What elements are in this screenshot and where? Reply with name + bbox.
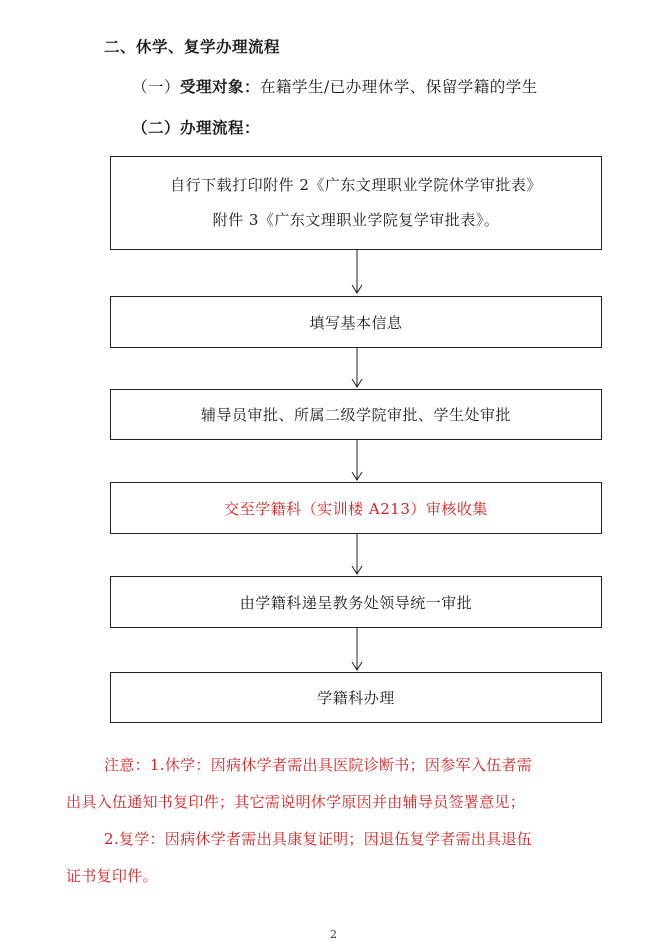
target-text: 在籍学生/已办理休学、保留学籍的学生 — [260, 78, 538, 96]
process-label-number: （二） — [132, 118, 181, 137]
flow-step-2-box — [110, 296, 602, 348]
process-heading — [132, 116, 260, 138]
flow-step-5-text: 由学籍科递呈教务处领导统一审批 — [239, 593, 473, 612]
flow-step-6-box — [110, 672, 602, 723]
flow-step-1-box — [110, 156, 602, 250]
flow-arrow-3 — [350, 440, 364, 482]
note-line-1: 注意：1.休学：因病休学者需出具医院诊断书；因参军入伍者需 — [104, 756, 533, 774]
flow-step-1-line-1: 自行下载打印附件 2《广东文理职业学院休学审批表》 — [170, 176, 542, 194]
section-heading-number: 二、 — [104, 37, 137, 56]
flow-step-1-line-2: 附件 3《广东文理职业学院复学审批表》。 — [212, 211, 500, 229]
section-heading-text: 休学、复学办理流程 — [136, 37, 281, 56]
target-label: 受理对象： — [180, 77, 261, 96]
flow-arrow-1 — [350, 250, 364, 295]
notes-block — [66, 751, 612, 891]
process-label: 办理流程： — [180, 118, 261, 137]
flow-step-3-box — [110, 389, 602, 440]
flow-step-2-text: 填写基本信息 — [309, 313, 403, 332]
page-number: 2 — [330, 928, 337, 941]
flow-step-3-text: 辅导员审批、所属二级学院审批、学生处审批 — [200, 406, 511, 424]
flow-step-4-text: 交至学籍科（实训楼 A213）审核收集 — [224, 499, 488, 518]
target-line — [132, 75, 538, 97]
flow-step-5-box — [110, 576, 602, 628]
section-heading — [104, 35, 280, 57]
flow-arrow-2 — [350, 348, 364, 389]
flow-step-6-text: 学籍科办理 — [317, 689, 395, 707]
target-label-number: （一） — [132, 78, 181, 96]
flow-step-4-box — [110, 482, 602, 534]
note-line-2: 出具入伍通知书复印件；其它需说明休学原因并由辅导员签署意见； — [66, 793, 526, 811]
flow-arrow-5 — [350, 628, 364, 672]
note-line-3: 2.复学：因病休学者需出具康复证明；因退伍复学者需出具退伍 — [104, 830, 533, 848]
flow-arrow-4 — [350, 534, 364, 576]
note-line-4: 证书复印件。 — [66, 867, 158, 885]
